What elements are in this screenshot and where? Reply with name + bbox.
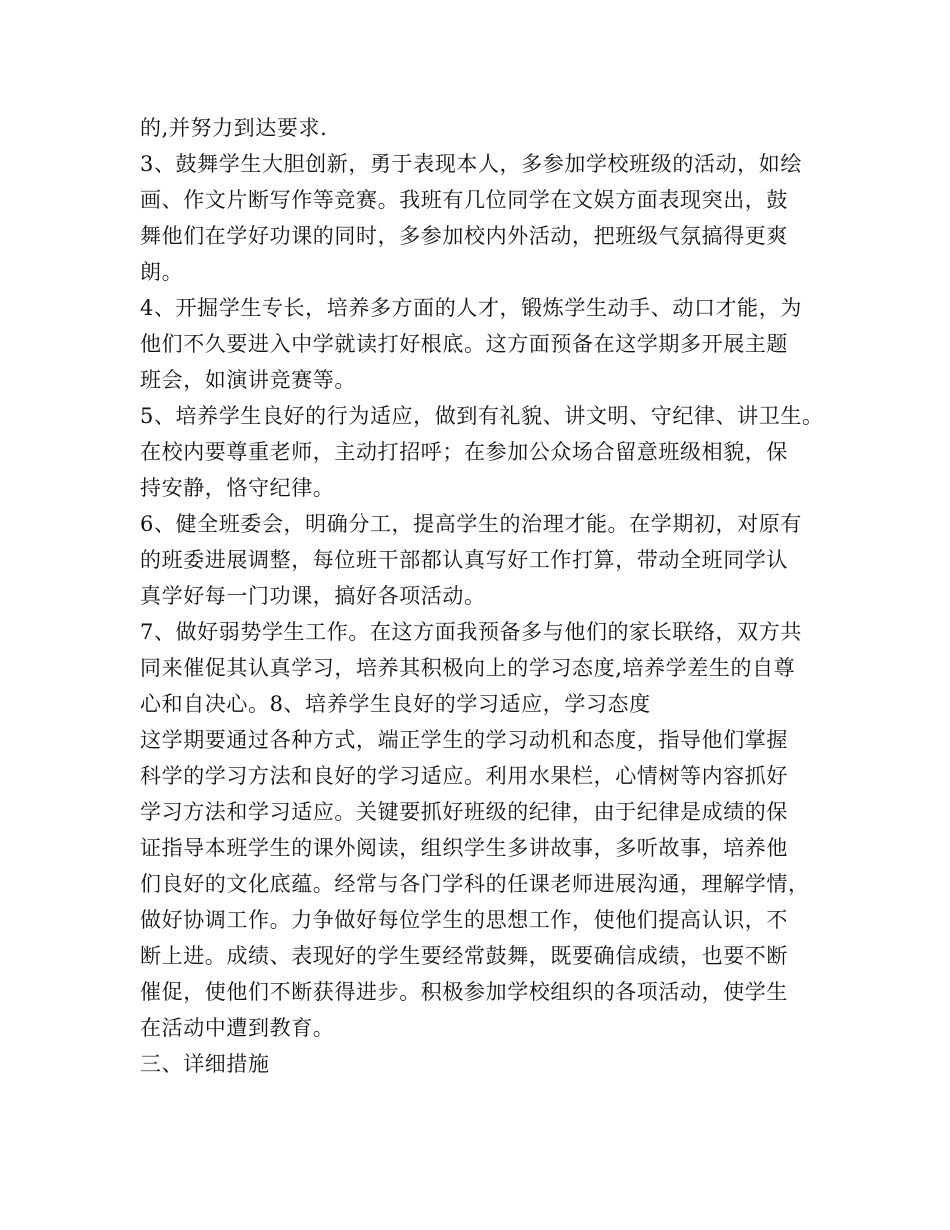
text-line: 学习方法和学习适应。关键要抓好班级的纪律，由于纪律是成绩的保 bbox=[140, 800, 788, 824]
text-line: 7、做好弱势学生工作。在这方面我预备多与他们的家长联络，双方共 bbox=[140, 620, 802, 644]
text-line: 5、培养学生良好的行为适应，做到有礼貌、讲文明、守纪律、讲卫生。 bbox=[140, 404, 824, 428]
text-line: 6、健全班委会，明确分工，提高学生的治理才能。在学期初，对原有 bbox=[140, 512, 802, 536]
text-line: 他们不久要进入中学就读打好根底。这方面预备在这学期多开展主题 bbox=[140, 332, 788, 356]
text-line: 持安静，恪守纪律。 bbox=[140, 476, 335, 500]
text-line: 在校内要尊重老师，主动打招呼；在参加公众场合留意班级相貌，保 bbox=[140, 440, 788, 464]
text-line: 催促，使他们不断获得进步。积极参加学校组织的各项活动，使学生 bbox=[140, 980, 788, 1004]
text-line: 画、作文片断写作等竞赛。我班有几位同学在文娱方面表现突出，鼓 bbox=[140, 188, 788, 212]
text-line: 们良好的文化底蕴。经常与各门学科的任课老师进展沟通，理解学情， bbox=[140, 872, 810, 896]
text-line: 朗。 bbox=[140, 260, 184, 284]
text-line: 断上进。成绩、表现好的学生要经常鼓舞，既要确信成绩，也要不断 bbox=[140, 944, 788, 968]
text-line: 证指导本班学生的课外阅读，组织学生多讲故事，多听故事，培养他 bbox=[140, 836, 788, 860]
text-line: 舞他们在学好功课的同时，多参加校内外活动，把班级气氛搞得更爽 bbox=[140, 224, 788, 248]
text-line: 同来催促其认真学习，培养其积极向上的学习态度,培养学差生的自尊 bbox=[140, 656, 796, 680]
text-line: 班会，如演讲竞赛等。 bbox=[140, 368, 356, 392]
text-line: 4、开掘学生专长，培养多方面的人才，锻炼学生动手、动口才能，为 bbox=[140, 296, 802, 320]
text-line: 这学期要通过各种方式，端正学生的学习动机和态度，指导他们掌握 bbox=[140, 728, 788, 752]
text-line: 的班委进展调整，每位班干部都认真写好工作打算，带动全班同学认 bbox=[140, 548, 788, 572]
text-line: 3、鼓舞学生大胆创新，勇于表现本人，多参加学校班级的活动，如绘 bbox=[140, 152, 802, 176]
section-heading: 三、详细措施 bbox=[140, 1052, 270, 1076]
body-text bbox=[140, 110, 830, 1082]
text-line: 真学好每一门功课，搞好各项活动。 bbox=[140, 584, 486, 608]
text-line: 科学的学习方法和良好的学习适应。利用水果栏，心情树等内容抓好 bbox=[140, 764, 788, 788]
text-line: 心和自决心。8、培养学生良好的学习适应，学习态度 bbox=[140, 692, 651, 716]
text-line: 的,并努力到达要求. bbox=[140, 116, 328, 140]
text-line: 在活动中遭到教育。 bbox=[140, 1016, 335, 1040]
text-line: 做好协调工作。力争做好每位学生的思想工作，使他们提高认识，不 bbox=[140, 908, 788, 932]
